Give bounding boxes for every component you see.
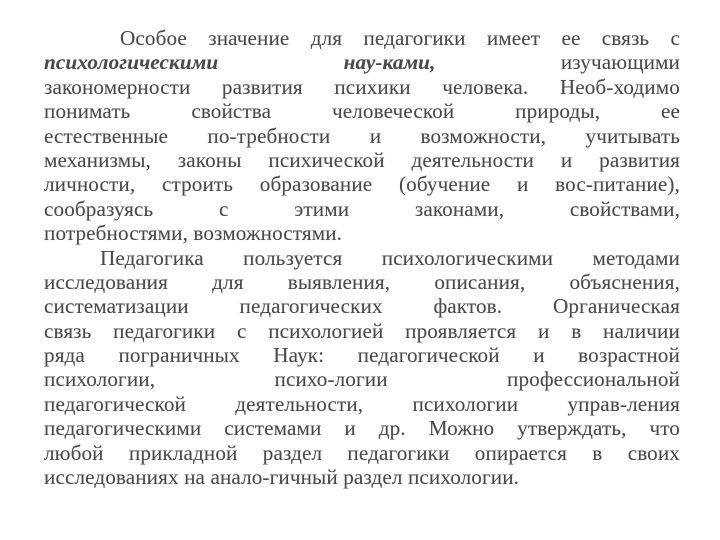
paragraph-1-line-2 <box>44 50 680 74</box>
word: своих <box>627 440 680 465</box>
word: законы <box>177 147 242 172</box>
word: психологии. <box>407 465 520 490</box>
word: изучающими <box>560 50 680 75</box>
word: управ-ления <box>567 391 680 416</box>
word: на <box>184 465 206 490</box>
word: и <box>538 318 550 343</box>
word: связь <box>601 26 650 50</box>
word: свойства <box>191 99 272 124</box>
word: строить <box>161 172 234 197</box>
word: закономерности <box>44 74 191 99</box>
word: ее <box>561 26 581 50</box>
word: ряда <box>44 343 85 368</box>
word: (обучение <box>399 172 491 197</box>
word: Особое <box>120 26 187 50</box>
word: раздел <box>262 440 323 465</box>
paragraph-2-line-10 <box>44 465 680 489</box>
paragraph-2-line-6 <box>44 367 680 391</box>
paragraph-1-line-8 <box>44 197 680 221</box>
word: естественные <box>44 123 168 148</box>
paragraph-1-line-5 <box>44 124 680 148</box>
paragraph-1-line-4 <box>44 99 680 123</box>
word: психологии <box>412 391 519 416</box>
word: учитывать <box>585 123 680 148</box>
word: Наук: <box>273 343 325 368</box>
word: систематизации <box>44 294 189 319</box>
word: деятельности <box>411 147 534 172</box>
word: исследования <box>44 269 168 294</box>
word: личности, <box>44 172 136 197</box>
paragraph-2-line-7 <box>44 392 680 416</box>
word: с <box>236 318 247 343</box>
paragraph-1-line-1 <box>44 26 680 50</box>
word: развития <box>221 74 303 99</box>
word: развития <box>599 147 680 172</box>
paragraph-2-line-1 <box>44 246 680 270</box>
word: возможностями. <box>193 221 343 246</box>
word: законами, <box>414 196 505 221</box>
word: профессиональной <box>507 367 680 392</box>
word: Педагогика <box>100 245 204 270</box>
word: педагогических <box>239 294 383 319</box>
word: для <box>212 269 244 294</box>
word: Можно <box>428 416 495 441</box>
word: этими <box>294 196 350 221</box>
word: анало-гичный <box>210 465 338 490</box>
word: человеческой <box>331 99 455 124</box>
word: пользуется <box>243 245 343 270</box>
word: возможности, <box>420 123 547 148</box>
word: что <box>649 416 680 441</box>
paragraph-2-line-3 <box>44 294 680 318</box>
word: системами <box>224 416 322 441</box>
word: наличии <box>603 318 680 343</box>
emphasized-word: психологическими <box>44 50 219 75</box>
word: педагогической <box>357 343 500 368</box>
word: деятельности, <box>235 391 364 416</box>
word: сообразуясь <box>44 196 154 221</box>
word: человека. <box>442 74 529 99</box>
body-text <box>44 26 680 489</box>
word: педагогическими <box>44 416 202 441</box>
word: возрастной <box>578 343 680 368</box>
word: в <box>571 318 582 343</box>
word: вос-питание), <box>555 172 680 197</box>
word: в <box>592 440 603 465</box>
word: Органическая <box>553 294 680 319</box>
word: для <box>310 26 343 50</box>
paragraph-1-line-9 <box>44 221 680 245</box>
word: педагогической <box>44 391 186 416</box>
paragraph-2-line-2 <box>44 270 680 294</box>
word: прикладной <box>128 440 238 465</box>
word: выявления, <box>287 269 391 294</box>
word: с <box>670 26 680 50</box>
word: педагогики <box>113 318 216 343</box>
word: и <box>533 343 545 368</box>
word: природы, <box>515 99 601 124</box>
emphasized-word: нау-ками, <box>343 50 436 75</box>
word: связь <box>44 318 92 343</box>
word: ее <box>660 99 680 124</box>
word: утверждать, <box>517 416 627 441</box>
word: педагогики <box>363 26 466 50</box>
word: опирается <box>474 440 568 465</box>
word: свойствами, <box>569 196 680 221</box>
word: описания, <box>434 269 526 294</box>
word: проявляется <box>405 318 517 343</box>
word: любой <box>44 440 104 465</box>
word: и <box>560 147 573 172</box>
word: и <box>516 172 529 197</box>
paragraph-1-line-3 <box>44 75 680 99</box>
word: значение <box>208 26 290 50</box>
paragraph-2-line-8 <box>44 416 680 440</box>
word: и <box>369 123 382 148</box>
word: имеет <box>486 26 541 50</box>
word: исследованиях <box>44 465 179 490</box>
word: с <box>218 196 229 221</box>
paragraph-1-line-7 <box>44 172 680 196</box>
word: методами <box>592 245 680 270</box>
word: фактов. <box>433 294 503 319</box>
paragraph-1-line-6 <box>44 148 680 172</box>
word: педагогики <box>347 440 450 465</box>
paragraph-2-line-9 <box>44 441 680 465</box>
word: образование <box>259 172 373 197</box>
word: психологией <box>268 318 384 343</box>
word: потребностями, <box>44 221 188 246</box>
word: психики <box>334 74 411 99</box>
paragraph-2-line-4 <box>44 319 680 343</box>
word: психологическими <box>381 245 554 270</box>
paragraph-2-line-5 <box>44 343 680 367</box>
word: психической <box>268 147 385 172</box>
word: психологии, <box>44 367 156 392</box>
word: психо-логии <box>274 367 388 392</box>
word: понимать <box>44 99 131 124</box>
word: раздел <box>343 465 403 490</box>
word: пограничных <box>118 343 240 368</box>
word: др. <box>378 416 406 441</box>
word: объяснения, <box>569 269 680 294</box>
word: Необ-ходимо <box>559 74 680 99</box>
word: механизмы, <box>44 147 151 172</box>
word: по-требности <box>207 123 331 148</box>
word: и <box>344 416 356 441</box>
